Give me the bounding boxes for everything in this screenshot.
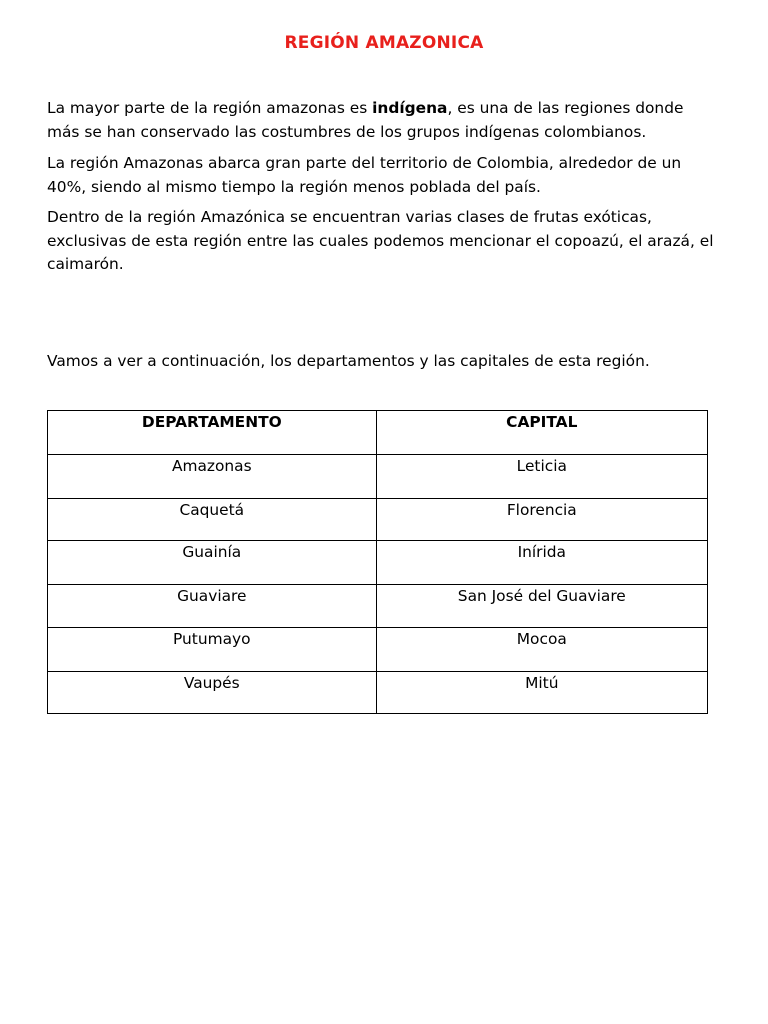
paragraph-table-intro: Vamos a ver a continuación, los departamentos y las capitales de esta región. [47,352,650,370]
cell-capital: Florencia [376,499,707,541]
departments-table [47,410,708,714]
table-row [48,585,708,628]
header-departamento: DEPARTAMENTO [48,411,377,455]
paragraph-intro-after: , es una de las regiones donde más se han conservado las costumbres de los grupos indígenas colombianos. [47,99,684,141]
table-row [48,672,708,714]
cell-departamento: Guainía [48,541,377,585]
table-row [48,499,708,541]
header-capital: CAPITAL [376,411,707,455]
paragraph-intro-before: La mayor parte de la región amazonas es [47,99,373,117]
paragraph-territory: La región Amazonas abarca gran parte del territorio de Colombia, alrededor de un 40%, siendo al mismo tiempo la región menos poblada del país. [47,154,682,196]
cell-departamento: Vaupés [48,672,377,714]
table-header-row [48,411,708,455]
page-title: REGIÓN AMAZONICA [284,33,484,53]
cell-departamento: Guaviare [48,585,377,628]
cell-capital: Mitú [376,672,707,714]
cell-departamento: Putumayo [48,628,377,672]
paragraph-intro-bold: indígena [372,99,448,117]
table-row [48,628,708,672]
table-row [48,455,708,499]
cell-capital: Inírida [376,541,707,585]
table-row [48,541,708,585]
cell-departamento: Amazonas [48,455,377,499]
cell-capital: San José del Guaviare [376,585,707,628]
paragraph-intro [47,97,717,144]
cell-capital: Mocoa [376,628,707,672]
cell-departamento: Caquetá [48,499,377,541]
paragraph-fruits: Dentro de la región Amazónica se encuentran varias clases de frutas exóticas, exclusivas de esta región entre las cuales podemos mencionar el copoazú, el arazá, el caimarón. [47,208,714,273]
cell-capital: Leticia [376,455,707,499]
